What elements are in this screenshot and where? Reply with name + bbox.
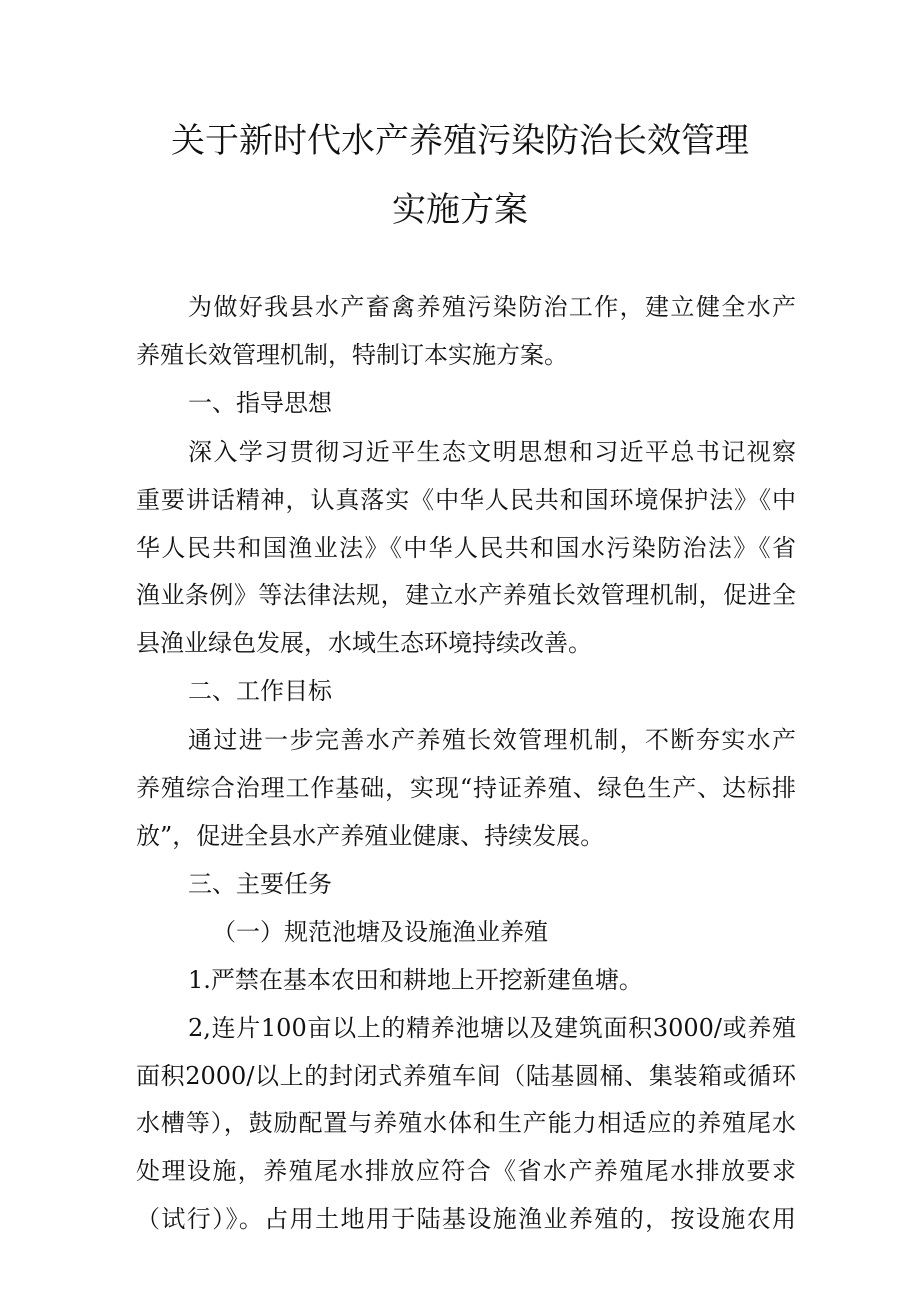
subsection-heading: （一）规范池塘及设施渔业养殖 bbox=[212, 918, 548, 946]
paragraph-line: 2,连片100亩以上的精养池塘以及建筑面积3000/或养殖 bbox=[188, 1014, 796, 1042]
paragraph-line: 华人民共和国渔业法》《中华人民共和国水污染防治法》《省 bbox=[136, 534, 796, 562]
paragraph-intro-line: 养殖长效管理机制，特制订本实施方案。 bbox=[136, 341, 568, 369]
paragraph-line: 通过进一步完善水产养殖长效管理机制，不断夯实水产 bbox=[188, 726, 796, 754]
paragraph-line: 放”，促进全县水产养殖业健康、持续发展。 bbox=[136, 822, 605, 850]
document-title-line-2: 实施方案 bbox=[392, 190, 528, 230]
list-item: 1.严禁在基本农田和耕地上开挖新建鱼塘。 bbox=[188, 966, 643, 994]
paragraph-line: 养殖综合治理工作基础，实现“持证养殖、绿色生产、达标排 bbox=[136, 774, 796, 802]
paragraph-line: 重要讲话精神，认真落实《中华人民共和国环境保护法》《中 bbox=[136, 486, 796, 514]
document-title-line-1: 关于新时代水产养殖污染防治长效管理 bbox=[171, 121, 749, 161]
paragraph-line: 水槽等），鼓励配置与养殖水体和生产能力相适应的养殖尾水 bbox=[136, 1109, 796, 1137]
paragraph-intro-line: 为做好我县水产畜禽养殖污染防治工作，建立健全水产 bbox=[188, 293, 796, 321]
paragraph-line: 渔业条例》等法律法规，建立水产养殖长效管理机制，促进全 bbox=[136, 581, 796, 609]
section-heading-guiding-ideology: 一、指导思想 bbox=[188, 389, 332, 417]
paragraph-line: （试行）》。占用土地用于陆基设施渔业养殖的，按设施农用 bbox=[136, 1205, 796, 1233]
paragraph-line: 面积2000/以上的封闭式养殖车间（陆基圆桶、集装箱或循环 bbox=[136, 1062, 796, 1090]
section-heading-work-goals: 二、工作目标 bbox=[188, 677, 332, 705]
section-heading-main-tasks: 三、主要任务 bbox=[188, 870, 332, 898]
paragraph-line: 深入学习贯彻习近平生态文明思想和习近平总书记视察 bbox=[188, 438, 796, 466]
paragraph-line: 县渔业绿色发展，水域生态环境持续改善。 bbox=[136, 629, 592, 657]
paragraph-line: 处理设施，养殖尾水排放应符合《省水产养殖尾水排放要求 bbox=[136, 1157, 796, 1185]
